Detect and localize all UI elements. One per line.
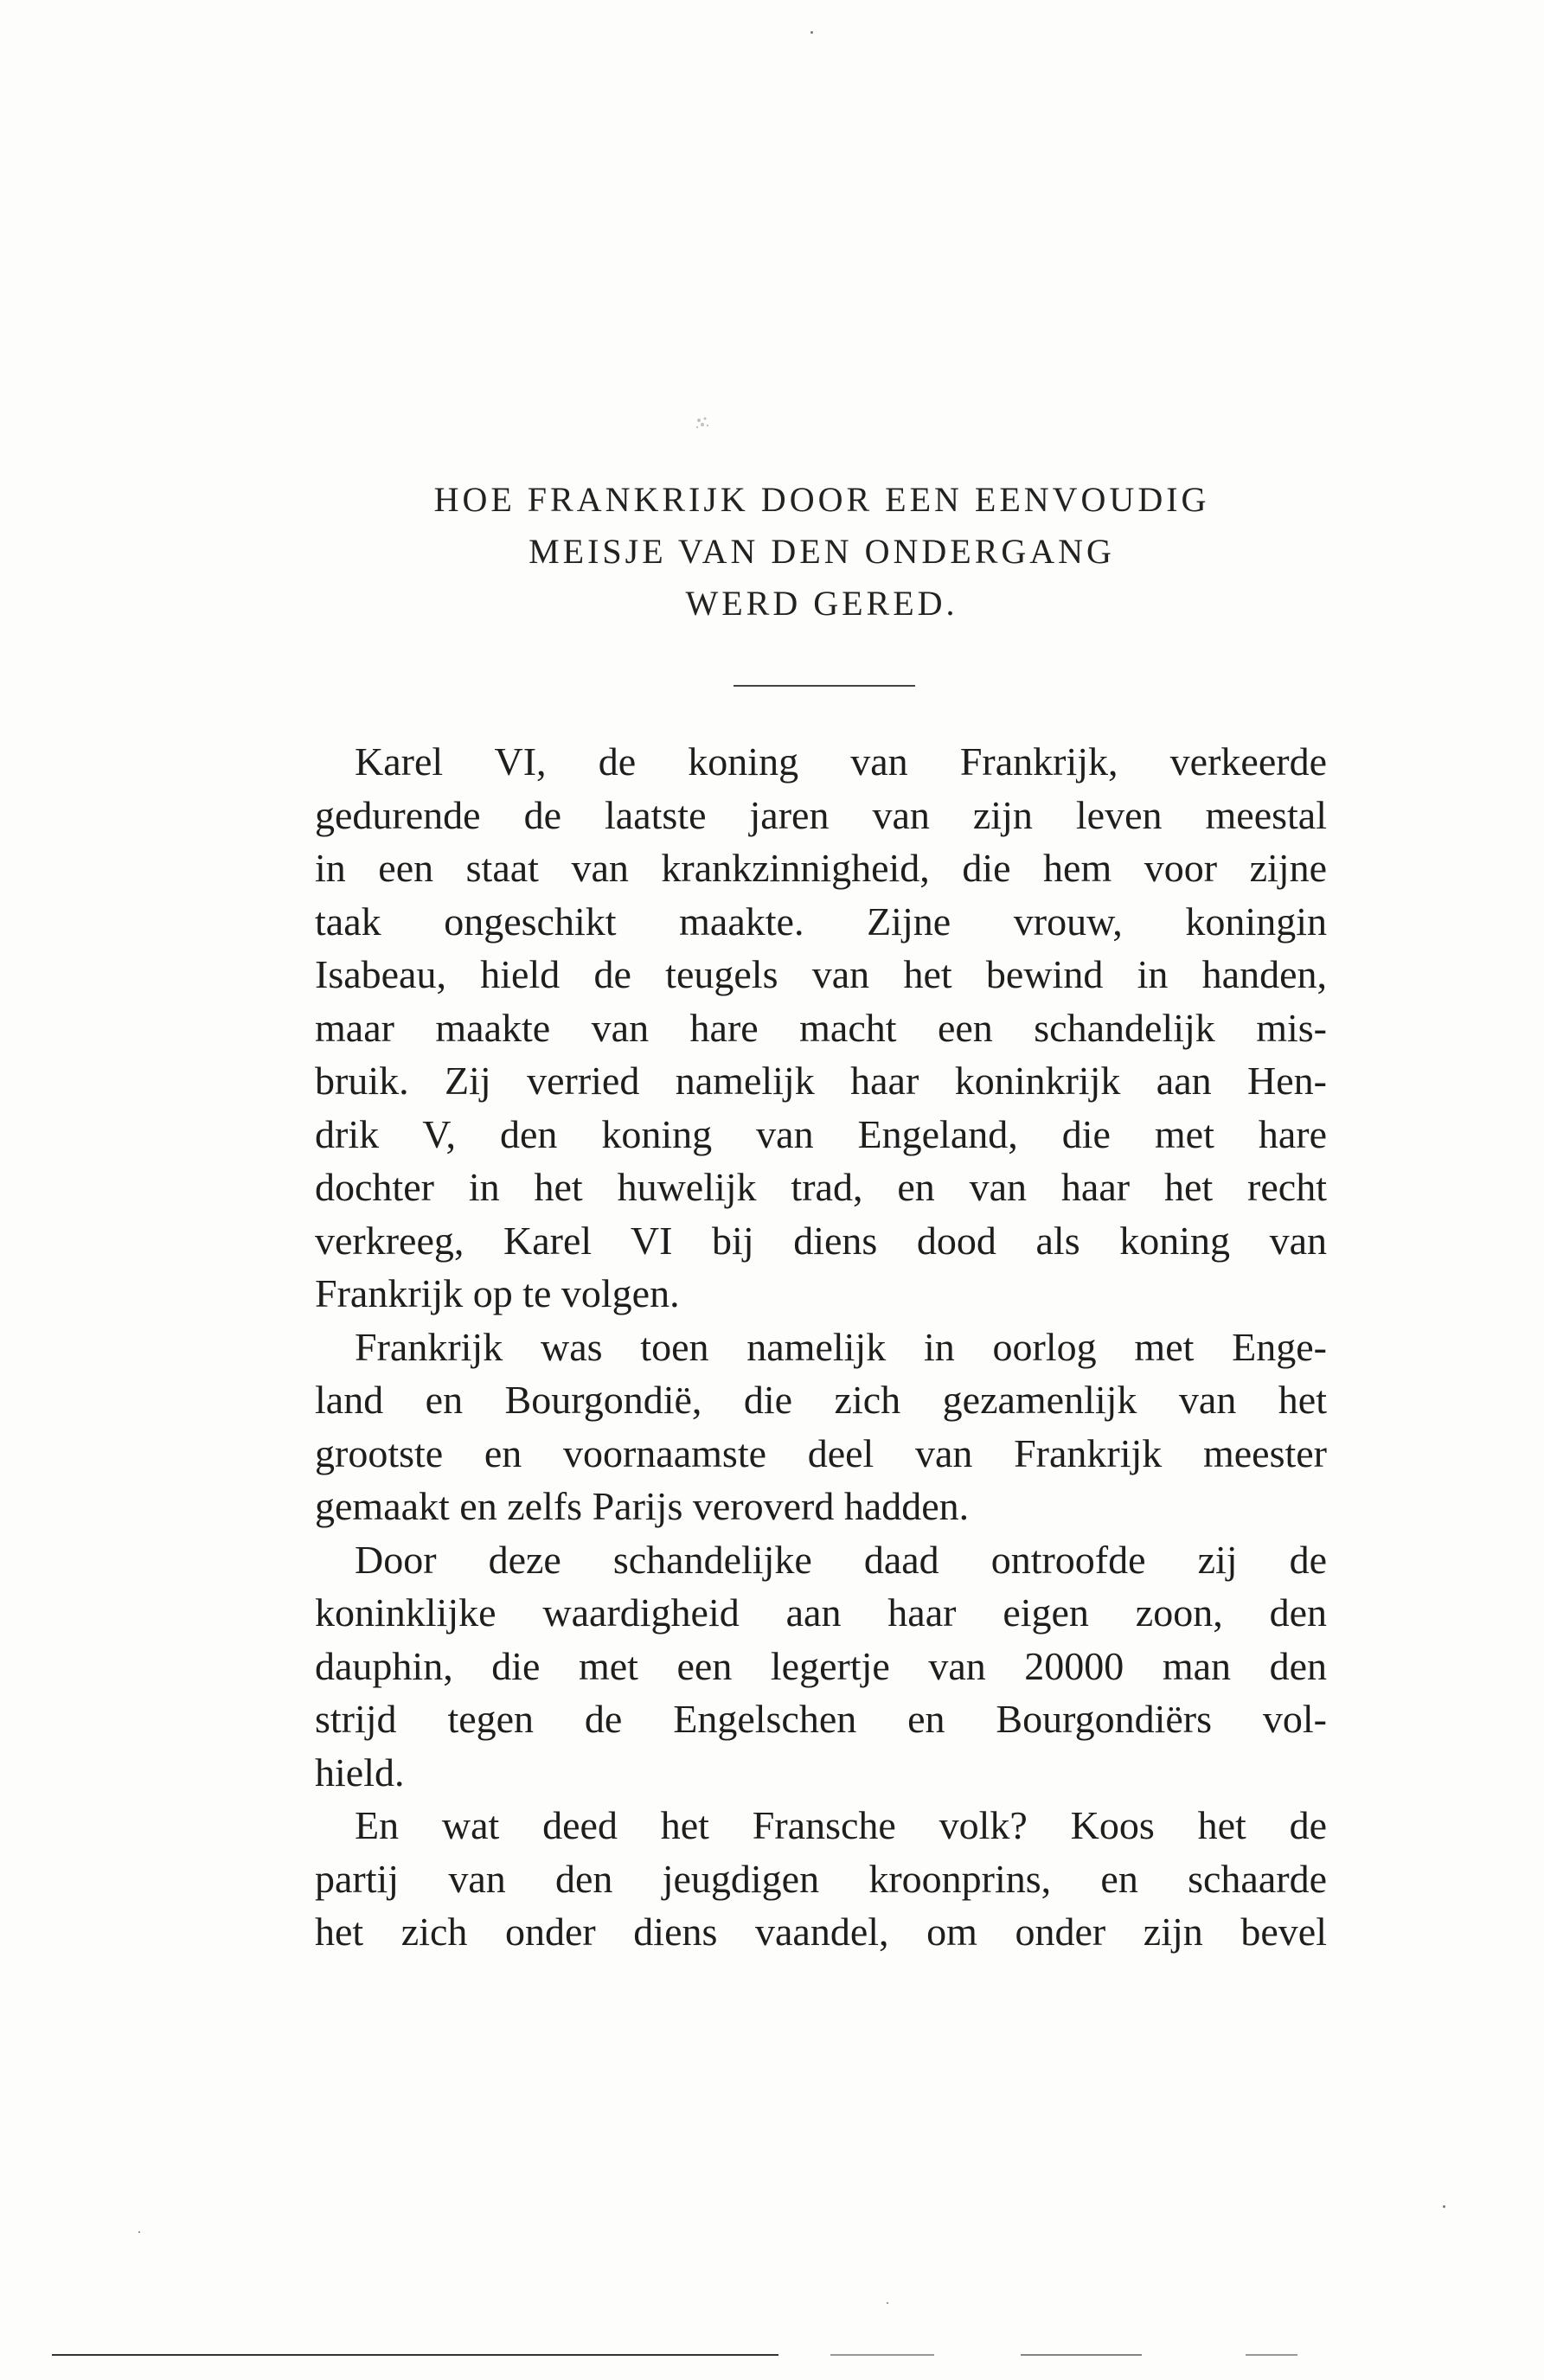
text-line: Frankrijk op te volgen. (315, 1271, 680, 1315)
text-line: het zich onder diens vaandel, om onder zijn bevel (315, 1910, 1327, 1954)
paper-speck (810, 31, 813, 34)
text-line: land en Bourgondië, die zich gezamenlijk van het (315, 1378, 1327, 1422)
text-line: dauphin, die met een legertje van 20000 man den (315, 1643, 1327, 1688)
text-line: gedurende de laatste jaren van zijn leven meestal (315, 792, 1327, 837)
body-text (315, 735, 1327, 1959)
ornament-icon (692, 413, 713, 432)
title-line: MEISJE VAN DEN ONDERGANG (529, 532, 1115, 571)
title-divider (734, 685, 915, 687)
text-line: Door deze schandelijke daad ontroofde zij de (355, 1537, 1327, 1582)
page-edge-line (52, 2354, 778, 2356)
text-line: Karel VI, de koning van Frankrijk, verkeerde (355, 739, 1327, 784)
text-line: maar maakte van hare macht een schandelijk mis- (315, 1005, 1327, 1050)
page-edge-line (1246, 2354, 1297, 2356)
title-line: WERD GERED. (685, 584, 958, 623)
text-line: verkreeg, Karel VI bij diens dood als koning van (315, 1218, 1327, 1263)
page-edge-line (830, 2354, 934, 2356)
text-line: drik V, den koning van Engeland, die met hare (315, 1111, 1327, 1156)
page-edge-line (1021, 2354, 1142, 2356)
text-line: taak ongeschikt maakte. Zijne vrouw, koningin (315, 899, 1327, 944)
paper-speck (138, 2231, 140, 2233)
text-line: partij van den jeugdigen kroonprins, en schaarde (315, 1856, 1327, 1901)
text-line: hield. (315, 1750, 405, 1795)
text-line: En wat deed het Fransche volk? Koos het de (355, 1803, 1327, 1847)
paper-speck (887, 2302, 888, 2304)
paper-speck (1443, 2205, 1445, 2208)
text-line: grootste en voornaamste deel van Frankrijk meester (315, 1430, 1327, 1475)
title-line: HOE FRANKRIJK DOOR EEN EENVOUDIG (433, 480, 1210, 519)
text-line: bruik. Zij verried namelijk haar koninkrijk aan Hen- (315, 1059, 1327, 1103)
text-line: Frankrijk was toen namelijk in oorlog met Enge- (355, 1324, 1327, 1369)
text-line: koninklijke waardigheid aan haar eigen zoon, den (315, 1590, 1327, 1635)
text-line: in een staat van krankzinnigheid, die hem voor zijne (315, 846, 1327, 890)
text-line: strijd tegen de Engelschen en Bourgondiërs vol- (315, 1697, 1327, 1741)
text-line: dochter in het huwelijk trad, en van haar het recht (315, 1165, 1327, 1209)
text-line: Isabeau, hield de teugels van het bewind in handen, (315, 952, 1327, 996)
chapter-title (311, 474, 1332, 630)
text-line: gemaakt en zelfs Parijs veroverd hadden. (315, 1484, 970, 1528)
